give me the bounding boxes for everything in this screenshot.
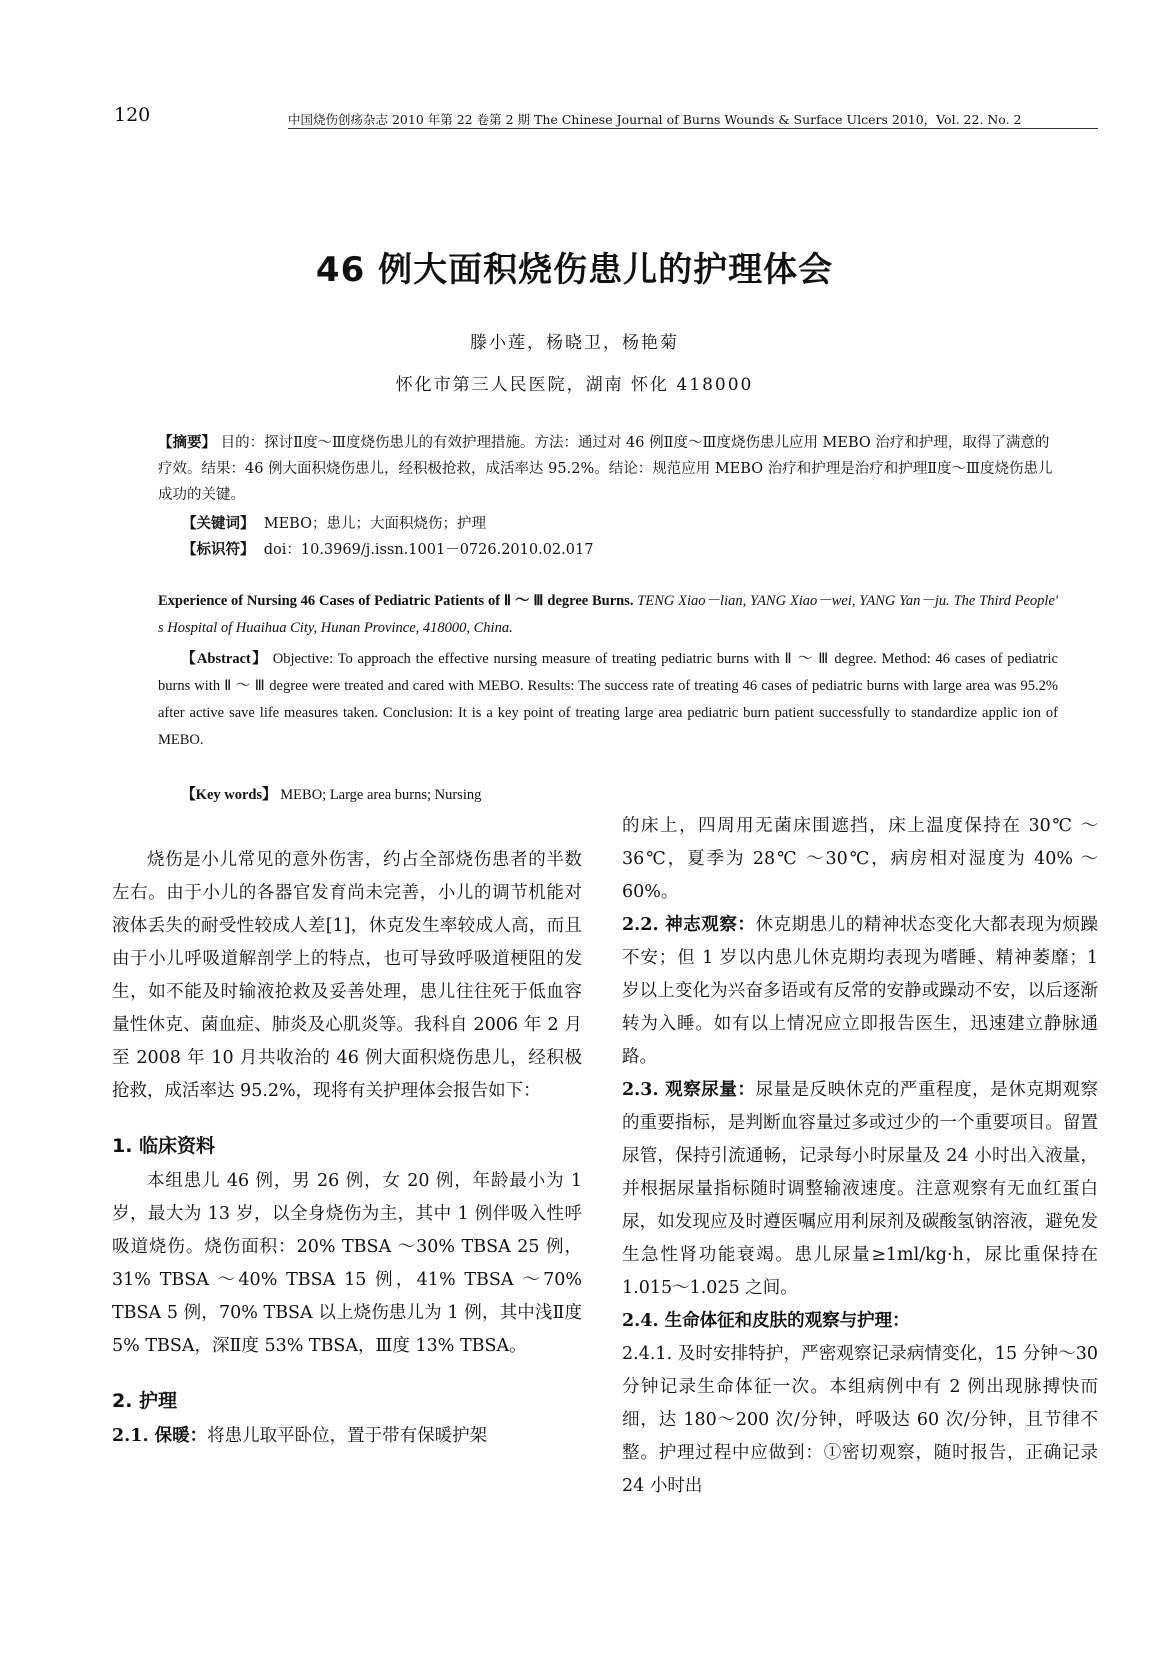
- keywords-text: MEBO；患儿；大面积烧伤；护理: [263, 516, 486, 532]
- english-keywords-label: 【Key words】: [181, 787, 277, 803]
- section-2-1: [112, 1420, 582, 1453]
- affiliation: 怀化市第三人民医院，湖南 怀化 418000: [395, 375, 754, 395]
- identifier-text: doi：10.3969/j.issn.1001－0726.2010.02.017: [263, 542, 594, 558]
- section-2-3: [622, 1074, 1098, 1305]
- section-2-2-text: 休克期患儿的精神状态变化大都表现为烦躁不安；但 1 岁以内患儿休克期均表现为嗜睡、精神萎靡；1 岁以上变化为兴奋多语或有反常的安静或躁动不安，以后逐渐转为入睡。如有以上情况应立即报告医生，迅速建立静脉通路。: [622, 915, 1099, 1067]
- section-2-3-head: 2.3. 观察尿量：: [622, 1080, 756, 1100]
- section-2-3-text: 尿量是反映休克的严重程度，是休克期观察的重要指标，是判断血容量过多或过少的一个重要项目。留置尿管，保持引流通畅，记录每小时尿量及 24 小时出入液量，并根据尿量指标随时调整输液速度。注意观察有无血红蛋白尿，如发现应及时遵医嘱应用利尿剂及碳酸氢钠溶液，避免发生急性肾功能衰竭。患儿尿量≥1ml/kg·h，尿比重保持在 1.015～1.025 之间。: [622, 1080, 1099, 1298]
- intro-paragraph: 烧伤是小儿常见的意外伤害，约占全部烧伤患者的半数左右。由于小儿的各器官发育尚未完善，小儿的调节机能对液体丢失的耐受性较成人差[1]，休克发生率较成人高，而且由于小儿呼吸道解剖学上的特点，也可导致呼吸道梗阻的发生，如不能及时输液抢救及妥善处理，患儿往往死于低血容量性休克、菌血症、肺炎及心肌炎等。我科自 2006 年 2 月至 2008 年 10 月共收治的 46 例大面积烧伤患儿，经积极抢救，成活率达 95.2%，现将有关护理体会报告如下：: [112, 850, 582, 1101]
- section-2-1-head: 2.1. 保暖：: [112, 1426, 208, 1446]
- english-keywords-text: MEBO; Large area burns; Nursing: [276, 787, 482, 803]
- keywords-label: 【关键词】: [182, 515, 255, 532]
- abstract-text: 目的：探讨Ⅱ度～Ⅲ度烧伤患儿的有效护理措施。方法：通过对 46 例Ⅱ度～Ⅲ度烧伤患儿应用 MEBO 治疗和护理，取得了满意的疗效。结果：46 例大面积烧伤患儿，经积极抢救，成活率达 95.2%。结论：规范应用 MEBO 治疗和护理是治疗和护理Ⅱ度～Ⅲ度烧伤患儿成功的关键。: [158, 435, 1053, 503]
- section-2-2: [622, 909, 1098, 1074]
- english-abstract-text: Objective: To approach the effective nursing measure of treating pediatric burns with Ⅱ ～ Ⅲ degree. Method: 46 cases of pediatric burns with Ⅱ ～ Ⅲ degree were treated and cared with MEBO. Results: The success rate of treating 46 cases of pediatric burns with large area was 95.2% after active save life measures taken. Conclusion: It is a key point of treating large area pediatric burn patient successfully to standardize applic ion of MEBO.: [158, 651, 1058, 748]
- page-number: 120: [114, 104, 151, 126]
- identifier-label: 【标识符】: [182, 541, 255, 558]
- left-column: [112, 844, 582, 1453]
- authors: 滕小莲，杨晓卫，杨艳菊: [470, 333, 679, 353]
- continued-paragraph: 的床上，四周用无菌床围遮挡，床上温度保持在 30℃ ～36℃，夏季为 28℃ ～30℃，病房相对湿度为 40% ～60%。: [622, 816, 1098, 902]
- chinese-abstract: [158, 430, 1058, 508]
- chinese-keywords: [182, 512, 1062, 533]
- english-title: Experience of Nursing 46 Cases of Pediatric Patients of Ⅱ ～ Ⅲ degree Burns.: [158, 593, 634, 609]
- section-1-text: 本组患儿 46 例，男 26 例，女 20 例，年龄最小为 1 岁，最大为 13 岁，以全身烧伤为主，其中 1 例伴吸入性呼吸道烧伤。烧伤面积：20% TBSA ～30% TBSA 25 例，31% TBSA ～40% TBSA 15 例，41% TBSA ～70% TBSA 5 例，70% TBSA 以上烧伤患儿为 1 例，其中浅Ⅱ度 5% TBSA，深Ⅱ度 53% TBSA，Ⅲ度 13% TBSA。: [112, 1171, 582, 1356]
- section-2-4-1: 2.4.1. 及时安排特护，严密观察记录病情变化，15 分钟～30 分钟记录生命体征一次。本组病例中有 2 例出现脉搏快而细，达 180～200 次/分钟，呼吸达 60 次/分钟，且节律不整。护理过程中应做到：①密切观察，随时报告，正确记录 24 小时出: [622, 1344, 1098, 1496]
- abstract-label: 【摘要】: [158, 434, 216, 451]
- section-2-1-text: 将患儿取平卧位，置于带有保暖护架: [207, 1426, 488, 1446]
- article-title: 46 例大面积烧伤患儿的护理体会: [315, 250, 834, 290]
- section-1-title: 1. 临床资料: [112, 1135, 216, 1157]
- english-abstract: [158, 646, 1058, 754]
- chinese-identifier: [182, 538, 1062, 559]
- english-abstract-label: 【Abstract】: [181, 651, 268, 667]
- english-authors: TENG Xiao－lian, YANG Xiao－wei, YANG Yan－ju. The Third People' s Hospital of Huaihua City, Hunan Province, 418000, China.: [158, 593, 1058, 636]
- english-keywords: [158, 782, 1058, 809]
- header-rule: [288, 128, 1098, 129]
- section-2-2-head: 2.2. 神志观察：: [622, 915, 756, 935]
- english-title-block: [158, 588, 1058, 642]
- section-2-title: 2. 护理: [112, 1390, 178, 1412]
- right-column: [622, 810, 1098, 1503]
- section-2-4-title: 2.4. 生命体征和皮肤的观察与护理：: [622, 1311, 910, 1331]
- journal-header: 中国烧伤创疡杂志 2010 年第 22 卷第 2 期 The Chinese Journal of Burns Wounds & Surface Ulcers 2010，Vol. 22. No. 2: [288, 112, 1022, 127]
